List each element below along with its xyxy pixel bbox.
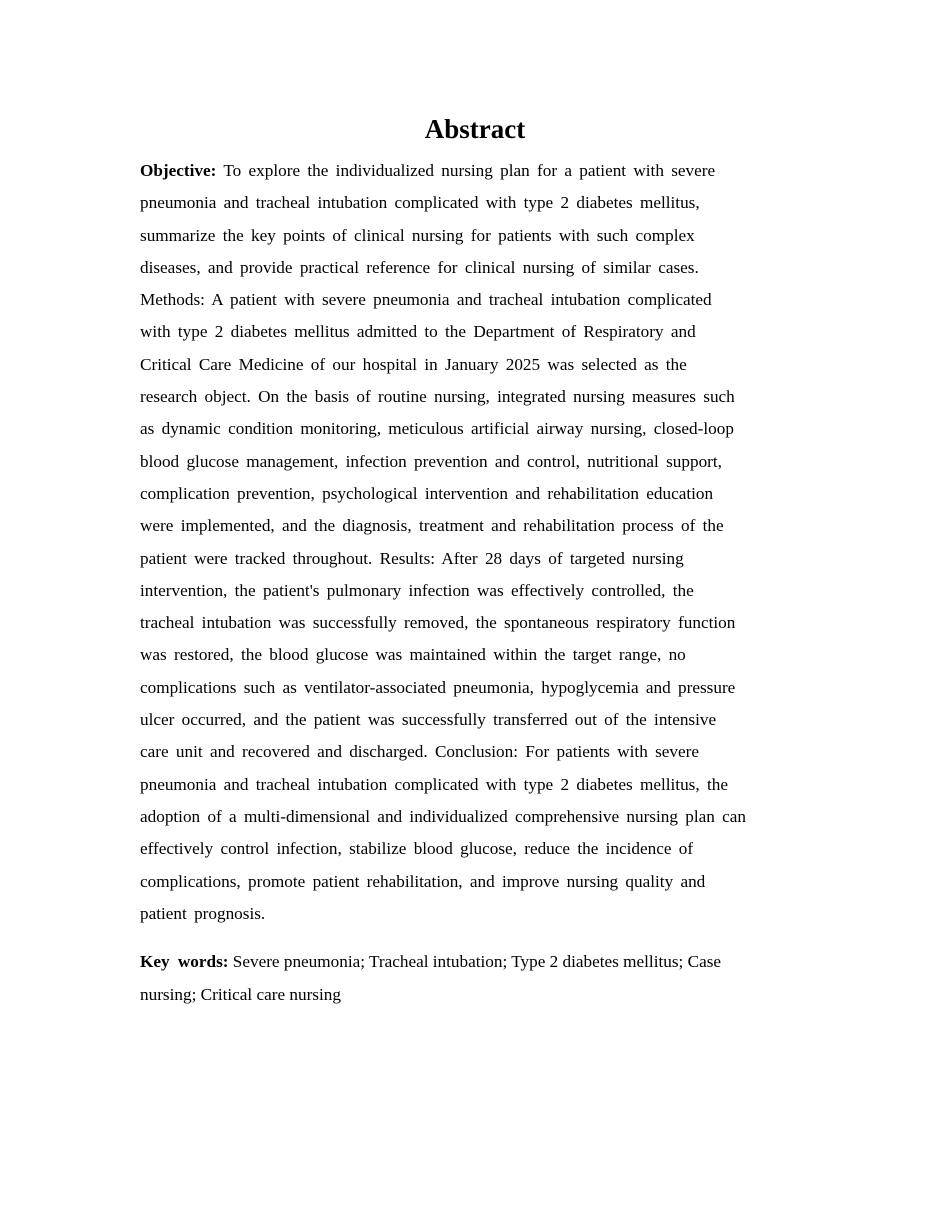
abstract-line: blood glucose management, infection prevention and control, nutritional support, bbox=[140, 451, 722, 471]
abstract-line: effectively control infection, stabilize blood glucose, reduce the incidence of bbox=[140, 839, 694, 859]
abstract-line: pneumonia and tracheal intubation complicated with type 2 diabetes mellitus, the bbox=[140, 774, 728, 794]
keywords-section bbox=[140, 946, 820, 1011]
abstract-line: patient were tracked throughout. Results: After 28 days of targeted nursing bbox=[140, 548, 684, 568]
abstract-line: complications, promote patient rehabilitation, and improve nursing quality and bbox=[140, 871, 706, 891]
abstract-line: was restored, the blood glucose was maintained within the target range, no bbox=[140, 645, 686, 665]
keywords-line bbox=[140, 946, 820, 979]
abstract-body bbox=[140, 155, 820, 930]
abstract-line: with type 2 diabetes mellitus admitted to the Department of Respiratory and bbox=[140, 322, 696, 342]
keywords-line: nursing; Critical care nursing bbox=[140, 984, 341, 1004]
abstract-line: were implemented, and the diagnosis, treatment and rehabilitation process of the bbox=[140, 516, 724, 536]
abstract-line: as dynamic condition monitoring, meticulous artificial airway nursing, closed-loop bbox=[140, 419, 734, 439]
abstract-line: complications such as ventilator-associated pneumonia, hypoglycemia and pressure bbox=[140, 677, 736, 697]
keywords-label: Key words: bbox=[140, 952, 229, 971]
abstract-line-text: To explore the individualized nursing plan for a patient with severe bbox=[216, 161, 716, 180]
abstract-line bbox=[140, 155, 820, 187]
keywords-text: Severe pneumonia; Tracheal intubation; Type 2 diabetes mellitus; Case bbox=[228, 952, 722, 971]
abstract-line: pneumonia and tracheal intubation complicated with type 2 diabetes mellitus, bbox=[140, 193, 700, 213]
abstract-line: ulcer occurred, and the patient was successfully transferred out of the intensive bbox=[140, 710, 717, 730]
abstract-line: summarize the key points of clinical nursing for patients with such complex bbox=[140, 225, 695, 245]
objective-label: Objective: bbox=[140, 161, 217, 180]
abstract-line: care unit and recovered and discharged. Conclusion: For patients with severe bbox=[140, 742, 699, 762]
abstract-title: Abstract bbox=[424, 114, 526, 144]
abstract-line: Methods: A patient with severe pneumonia and tracheal intubation complicated bbox=[140, 290, 712, 310]
abstract-line: patient prognosis. bbox=[140, 903, 266, 923]
abstract-line: intervention, the patient's pulmonary infection was effectively controlled, the bbox=[140, 580, 694, 600]
abstract-line: adoption of a multi-dimensional and individualized comprehensive nursing plan can bbox=[140, 806, 746, 826]
abstract-line: tracheal intubation was successfully removed, the spontaneous respiratory function bbox=[140, 613, 736, 633]
abstract-line: Critical Care Medicine of our hospital in January 2025 was selected as the bbox=[140, 354, 687, 374]
abstract-line: complication prevention, psychological intervention and rehabilitation education bbox=[140, 483, 714, 503]
abstract-line: research object. On the basis of routine nursing, integrated nursing measures such bbox=[140, 387, 735, 407]
abstract-line: diseases, and provide practical reference for clinical nursing of similar cases. bbox=[140, 257, 699, 277]
